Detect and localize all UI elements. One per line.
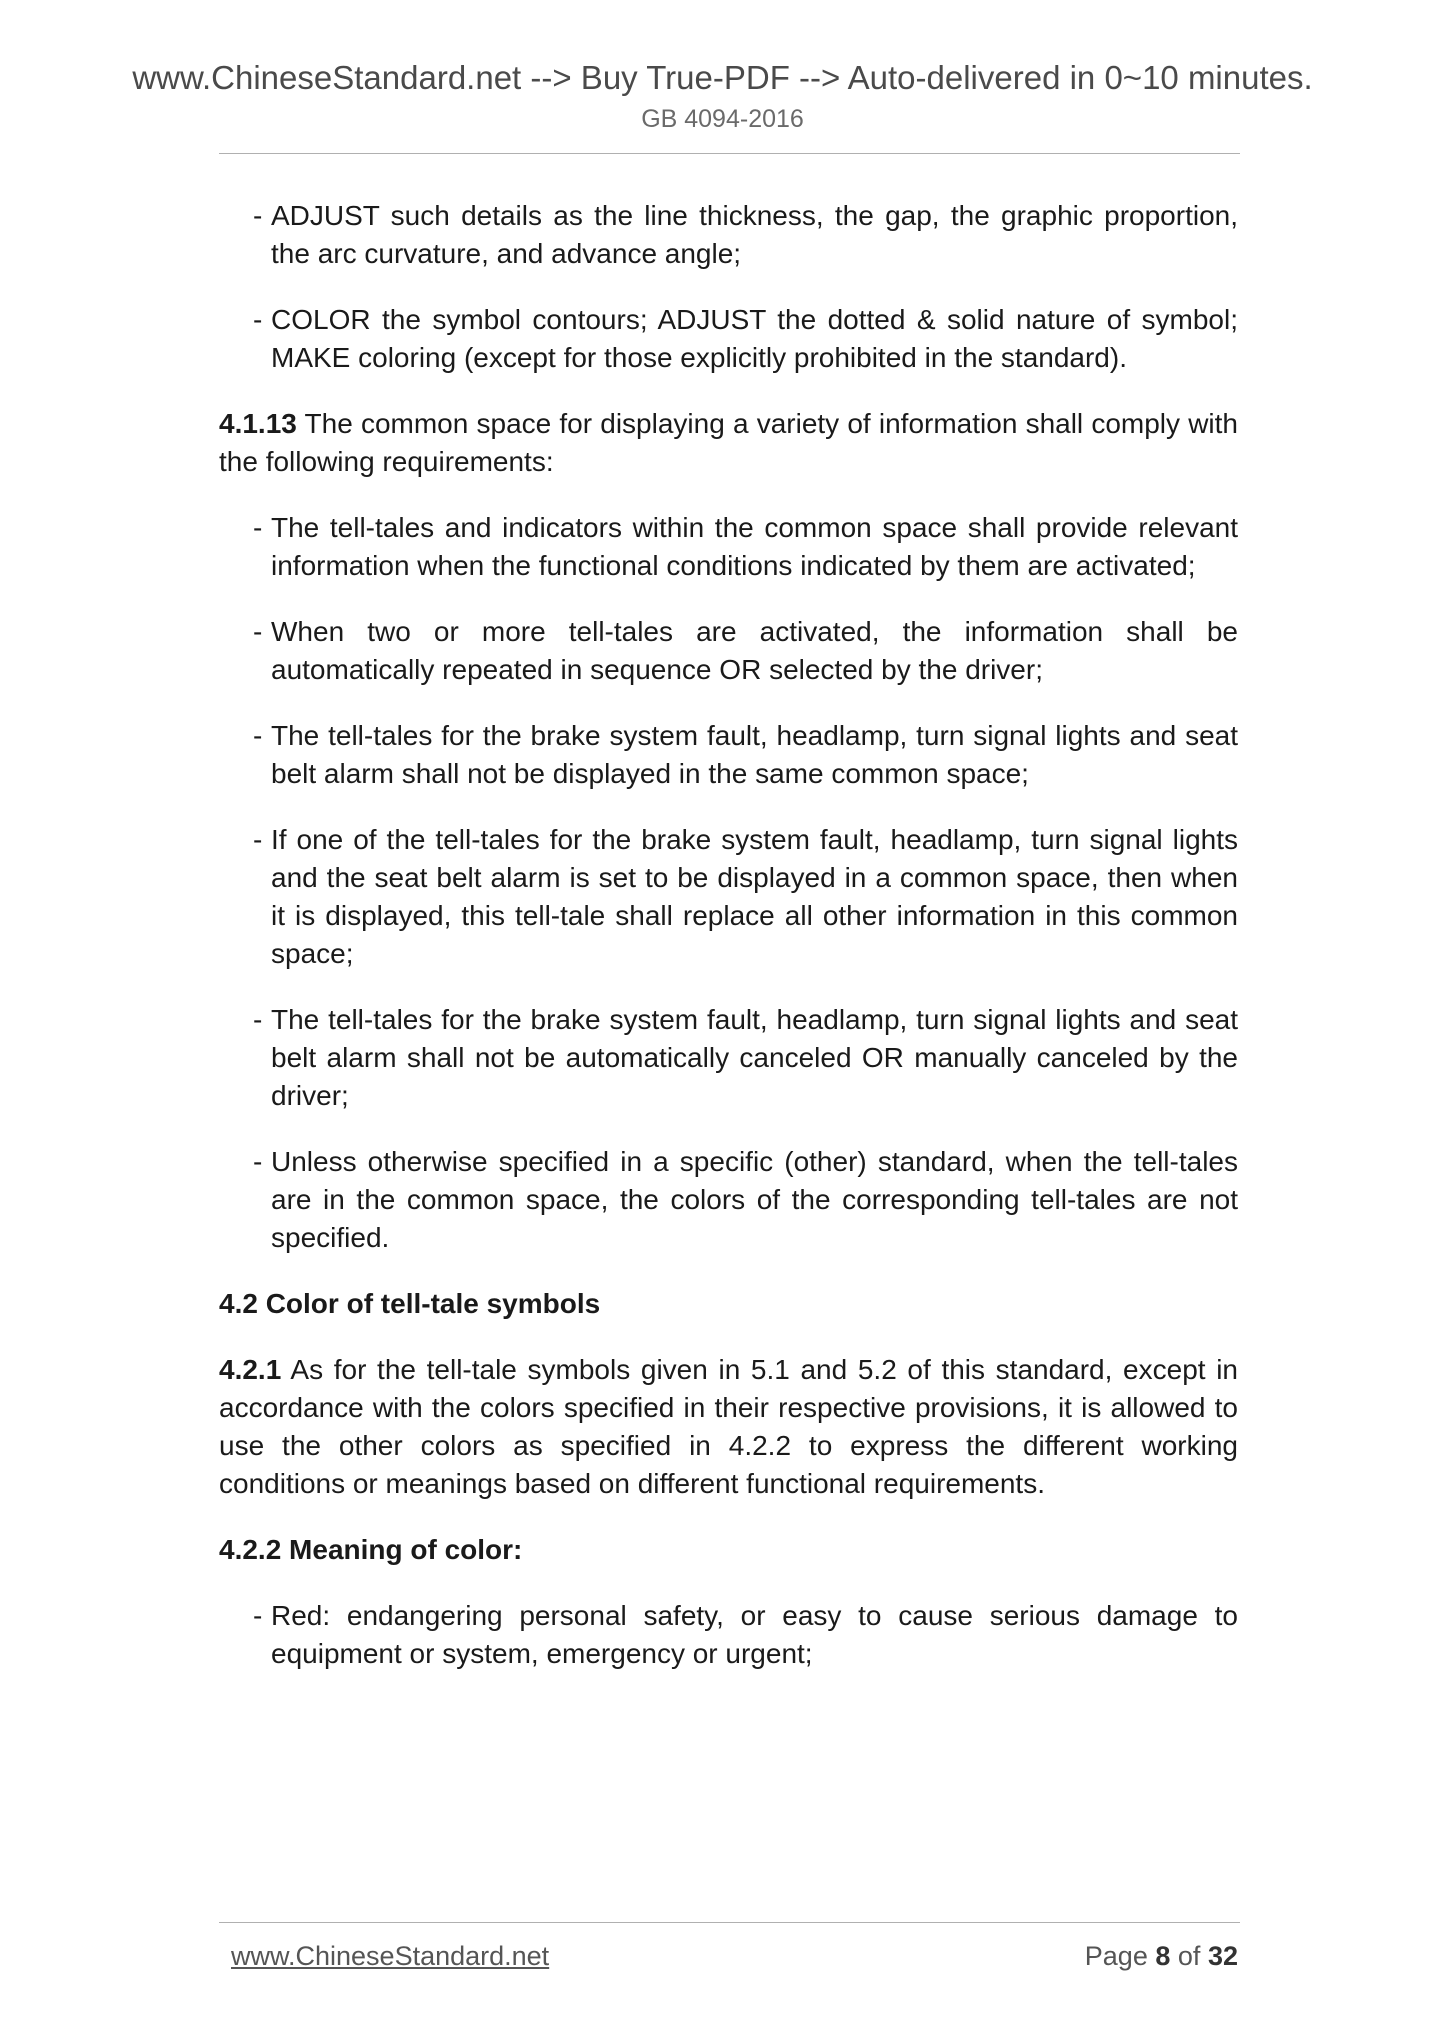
- header-divider: [219, 153, 1240, 154]
- list-item: [253, 301, 1238, 377]
- header-banner: www.ChineseStandard.net --> Buy True-PDF --> Auto-delivered in 0~10 minutes.: [132, 59, 1313, 96]
- list-item-text: ADJUST such details as the line thickness, the gap, the graphic proportion, the arc curvature, and advance angle;: [271, 200, 1238, 269]
- bullet-dash: -: [253, 512, 263, 543]
- page-current: 8: [1155, 1941, 1171, 1971]
- list-item-text: If one of the tell-tales for the brake system fault, headlamp, turn signal lights and the seat belt alarm is set to be displayed in a common space, then when it is displayed, this tell-tale shall replace all other information in this common space;: [271, 824, 1238, 969]
- page-of: of: [1177, 1941, 1201, 1971]
- list-item-text: The tell-tales for the brake system fault, headlamp, turn signal lights and seat belt alarm shall not be automatically canceled OR manually canceled by the driver;: [271, 1004, 1238, 1111]
- clause-4-1-13: [219, 405, 1238, 481]
- section-heading-4-2: 4.2 Color of tell-tale symbols: [219, 1288, 601, 1319]
- clause-number: 4.1.13: [219, 408, 297, 439]
- list-item-text: The tell-tales and indicators within the common space shall provide relevant information when the functional conditions indicated by them are activated;: [271, 512, 1238, 581]
- list-item: [253, 821, 1238, 973]
- clause-text: As for the tell-tale symbols given in 5.1 and 5.2 of this standard, except in accordance with the colors specified in their respective provisions, it is allowed to use the other colors as specified in 4.2.2 to express the different working conditions or meanings based on different functional requirements.: [219, 1354, 1239, 1499]
- footer-site-link[interactable]: www.ChineseStandard.net: [231, 1941, 550, 1971]
- document-body: [219, 197, 1238, 1701]
- bullet-dash: -: [253, 1146, 263, 1177]
- list-item: [253, 509, 1238, 585]
- clause-text: The common space for displaying a variety of information shall comply with the following requirements:: [219, 408, 1238, 477]
- list-item: [253, 1001, 1238, 1115]
- clause-4-2-1: [219, 1351, 1238, 1503]
- list-item-text: Unless otherwise specified in a specific (other) standard, when the tell-tales are in the common space, the colors of the corresponding tell-tales are not specified.: [271, 1146, 1238, 1253]
- clause-number: 4.2.1: [219, 1354, 282, 1385]
- page-total: 32: [1207, 1941, 1238, 1971]
- list-item-text: Red: endangering personal safety, or easy to cause serious damage to equipment or system, emergency or urgent;: [271, 1600, 1238, 1669]
- bullet-dash: -: [253, 1600, 263, 1631]
- list-item: [253, 717, 1238, 793]
- section-heading-4-2-2: 4.2.2 Meaning of color:: [219, 1534, 523, 1565]
- list-item-text: When two or more tell-tales are activated, the information shall be automatically repeated in sequence OR selected by the driver;: [271, 616, 1238, 685]
- bullet-dash: -: [253, 720, 263, 751]
- bullet-dash: -: [253, 824, 263, 855]
- list-item: [253, 1143, 1238, 1257]
- list-item-text: The tell-tales for the brake system fault, headlamp, turn signal lights and seat belt alarm shall not be displayed in the same common space;: [271, 720, 1238, 789]
- bullet-dash: -: [253, 304, 263, 335]
- standard-number: GB 4094-2016: [641, 105, 804, 133]
- bullet-dash: -: [253, 1004, 263, 1035]
- list-item-text: COLOR the symbol contours; ADJUST the dotted & solid nature of symbol; MAKE coloring (except for those explicitly prohibited in the standard).: [271, 304, 1238, 373]
- page-word: Page: [1084, 1941, 1148, 1971]
- page-indicator: [1085, 1939, 1238, 1973]
- list-item: [253, 1597, 1238, 1673]
- list-item: [253, 197, 1238, 273]
- bullet-dash: -: [253, 616, 263, 647]
- footer-divider: [219, 1922, 1240, 1923]
- bullet-dash: -: [253, 200, 263, 231]
- list-item: [253, 613, 1238, 689]
